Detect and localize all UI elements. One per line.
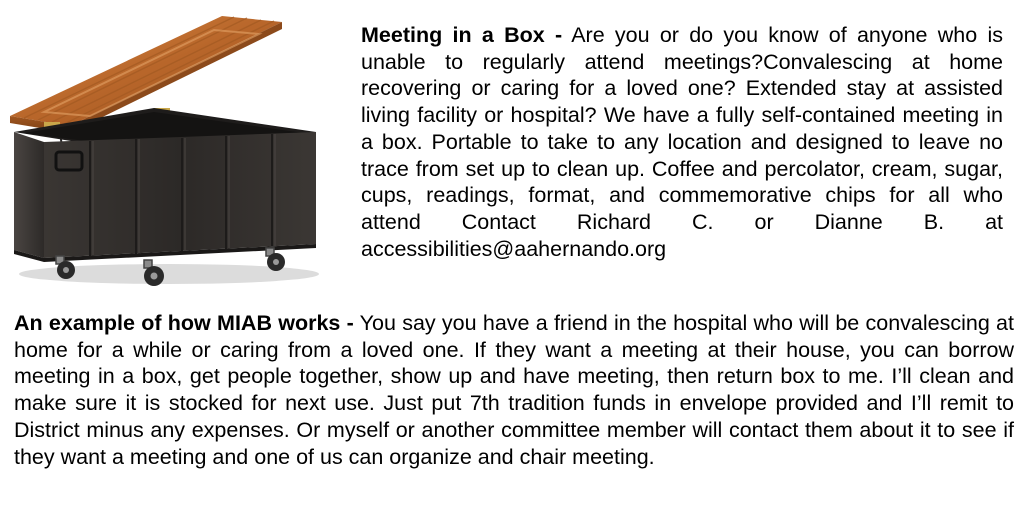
meeting-box-photo xyxy=(4,12,320,292)
meeting-in-a-box-heading: Meeting in a Box - xyxy=(361,23,563,47)
example-heading: An example of how MIAB works - xyxy=(14,311,354,335)
storage-chest-on-casters-icon xyxy=(4,12,320,292)
meeting-in-a-box-paragraph xyxy=(361,22,1003,262)
meeting-in-a-box-body: Are you or do you know of anyone who is unable to regularly attend meetings?Convalescing at home recovering or caring for a loved one? Extended stay at assisted living facility or hospital? We have a fully self-contained meeting in a box. Portable to take to any location and designed to leave no trace from set up to clean up. Coffee and percolator, cream, sugar, cups, readings, format, and commemorative chips for all who attend Contact Richard C. or Dianne B. at accessibilities@aahernando.org xyxy=(361,23,1003,261)
example-body: You say you have a friend in the hospital who will be convalescing at home for a while or caring from a loved one. If they want a meeting at their house, you can borrow meeting in a box, get people together, show up and have meeting, then return box to me. I’ll clean and make sure it is stocked for next use. Just put 7th tradition funds in envelope provided and I’ll remit to District minus any expenses. Or myself or another committee member will contact them about it to see if they want a meeting and one of us can organize and chair meeting. xyxy=(14,311,1014,469)
example-paragraph xyxy=(14,310,1014,470)
